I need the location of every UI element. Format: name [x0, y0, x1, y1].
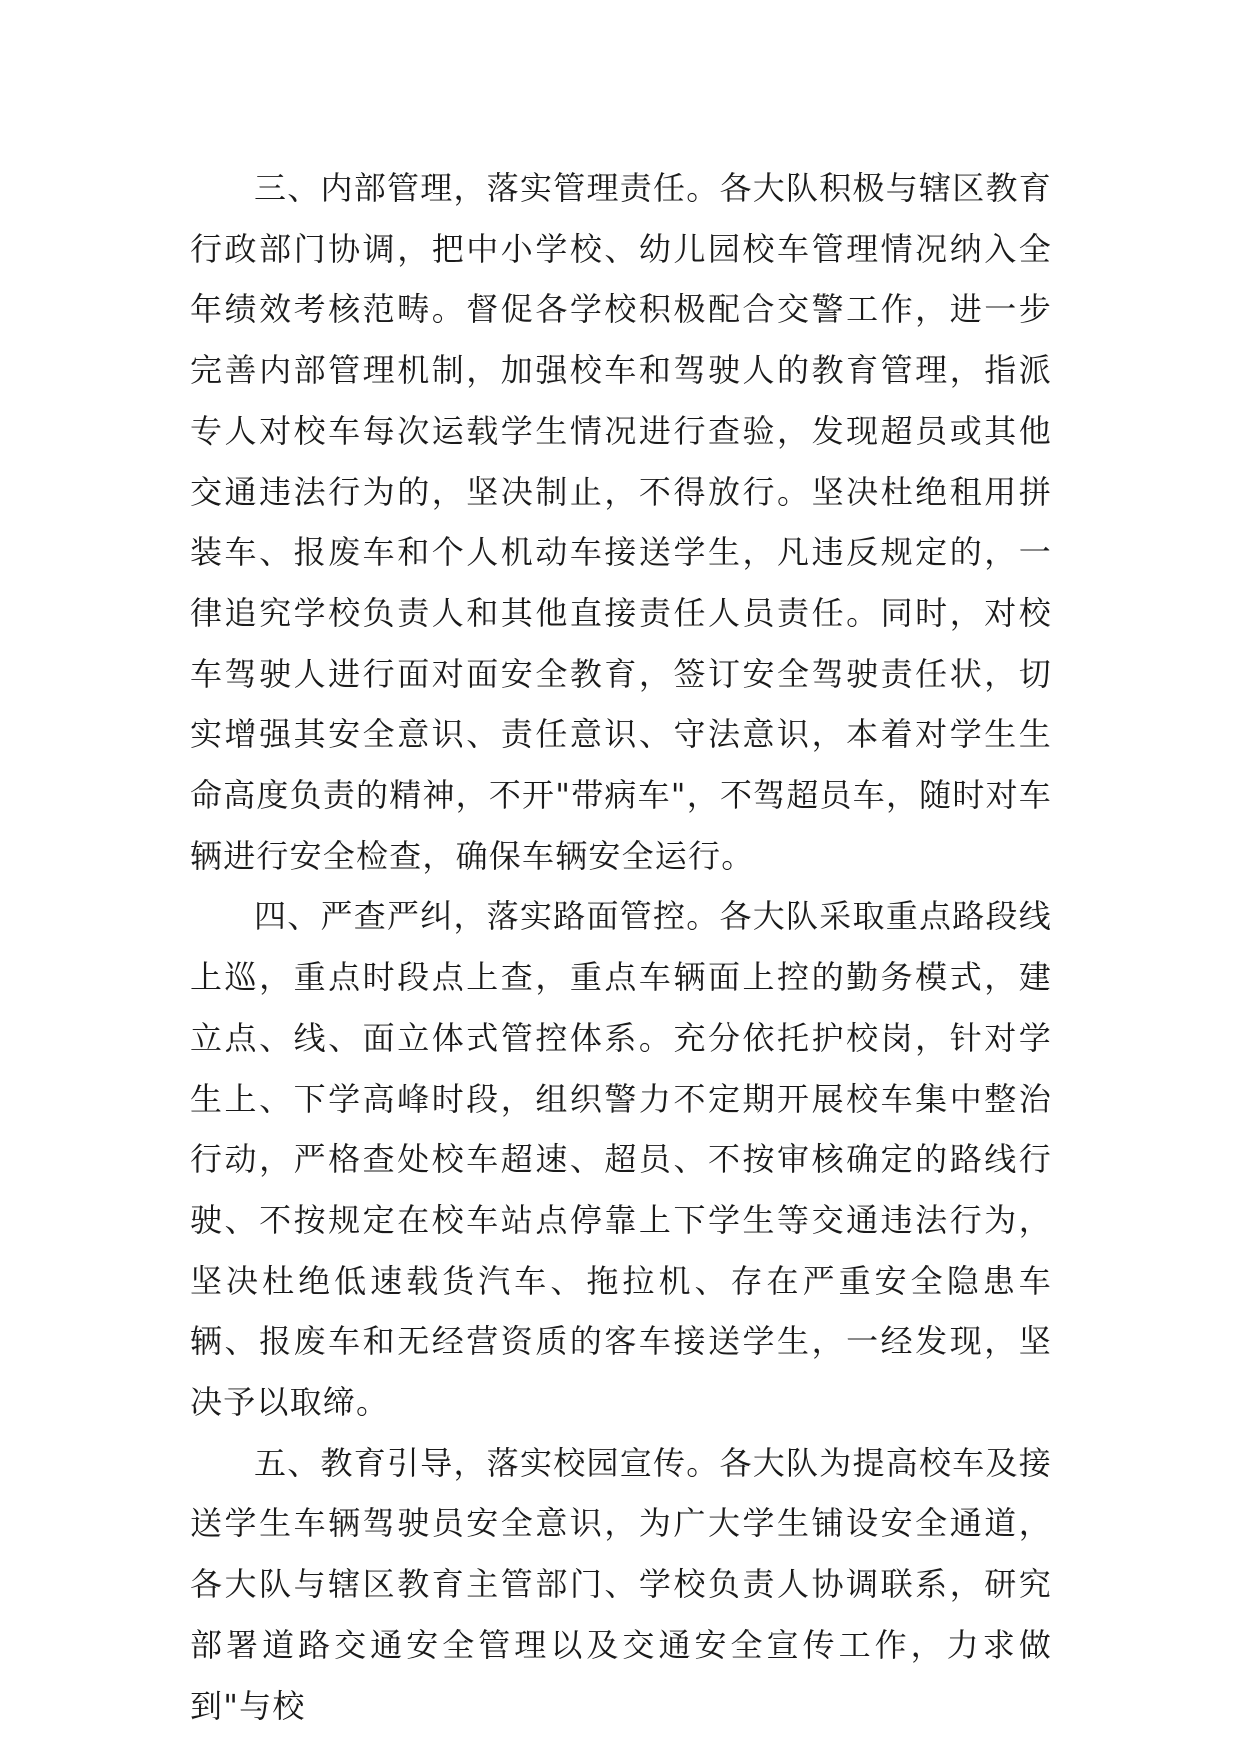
paragraph-section-5: 五、教育引导，落实校园宣传。各大队为提高校车及接送学生车辆驾驶员安全意识，为广大学生铺设安全通道，各大队与辖区教育主管部门、学校负责人协调联系，研究部署道路交通安全管理以及交通安全宣传工作，力求做到"与校 [190, 1443, 1052, 1725]
document-body [190, 158, 1052, 1736]
paragraph-section-4: 四、严查严纠，落实路面管控。各大队采取重点路段线上巡，重点时段点上查，重点车辆面上控的勤务模式，建立点、线、面立体式管控体系。充分依托护校岗，针对学生上、下学高峰时段，组织警力不定期开展校车集中整治行动，严格查处校车超速、超员、不按审核确定的路线行驶、不按规定在校车站点停靠上下学生等交通违法行为，坚决杜绝低速载货汽车、拖拉机、存在严重安全隐患车辆、报废车和无经营资质的客车接送学生，一经发现，坚决予以取缔。 [190, 897, 1052, 1422]
paragraph-section-3: 三、内部管理，落实管理责任。各大队积极与辖区教育行政部门协调，把中小学校、幼儿园校车管理情况纳入全年绩效考核范畴。督促各学校积极配合交警工作，进一步完善内部管理机制，加强校车和驾驶人的教育管理，指派专人对校车每次运载学生情况进行查验，发现超员或其他交通违法行为的，坚决制止，不得放行。坚决杜绝租用拼装车、报废车和个人机动车接送学生，凡违反规定的，一律追究学校负责人和其他直接责任人员责任。同时，对校车驾驶人进行面对面安全教育，签订安全驾驶责任状，切实增强其安全意识、责任意识、守法意识，本着对学生生命高度负责的精神，不开"带病车"，不驾超员车，随时对车辆进行安全检查，确保车辆安全运行。 [190, 169, 1052, 875]
